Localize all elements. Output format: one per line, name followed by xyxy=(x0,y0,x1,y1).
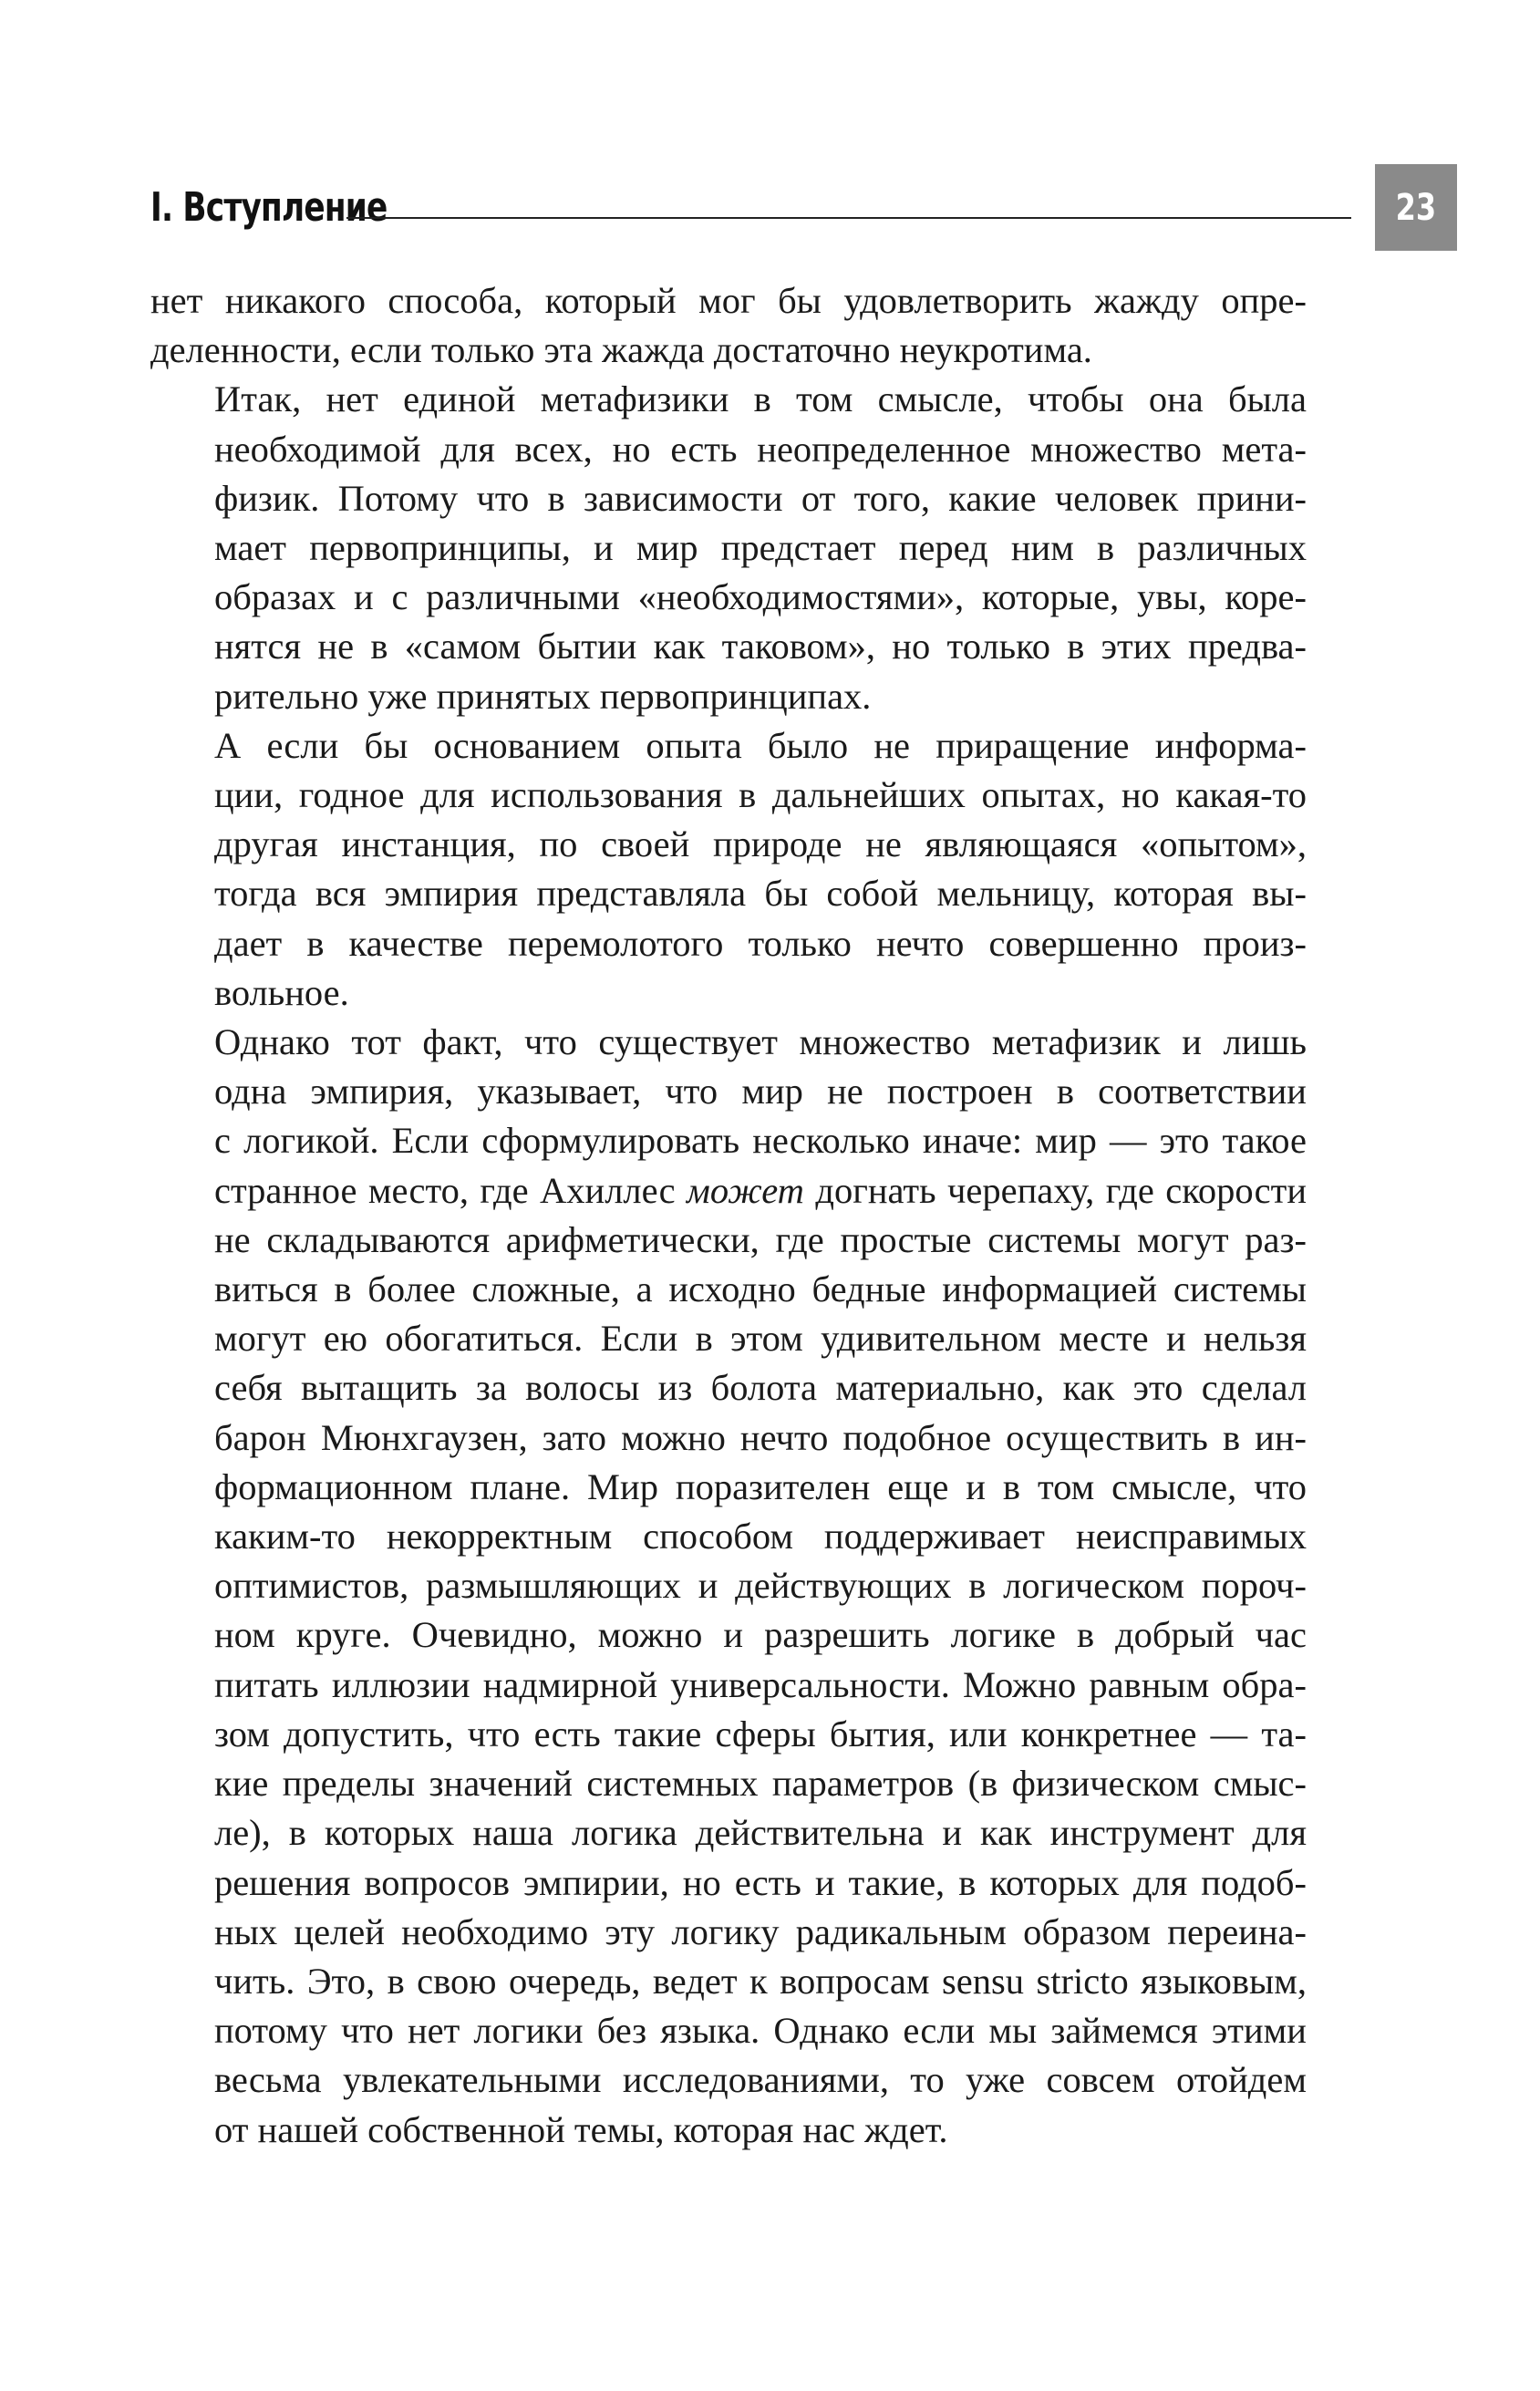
text-line: необходимой для всех, но есть неопределенное множество мета- xyxy=(214,428,1307,470)
paragraph xyxy=(150,276,1307,375)
text-line: с логикой. Если сформулировать несколько иначе: мир — это такое xyxy=(214,1120,1307,1162)
text-line: не складываются арифметически, где простые системы могут раз- xyxy=(214,1218,1307,1260)
text-line: ции, годное для использования в дальнейших опытах, но какая-то xyxy=(214,774,1307,816)
text-line: оптимистов, размышляющих и действующих в логическом пороч- xyxy=(214,1565,1307,1607)
header-rule xyxy=(346,217,1351,219)
body-text xyxy=(150,276,1307,2155)
text-line: нет никакого способа, который мог бы удовлетворить жажду опре- xyxy=(150,280,1307,321)
text-line: формационном плане. Мир поразителен еще и в том смысле, что xyxy=(214,1465,1307,1507)
text-line: от нашей собственной темы, которая нас ждет. xyxy=(214,2108,948,2150)
text-line: Итак, нет единой метафизики в том смысле, чтобы она была xyxy=(214,378,1307,420)
text-line: нятся не в «самом бытии как таковом», но только в этих предва- xyxy=(214,626,1307,668)
text-line: решения вопросов эмпирии, но есть и такие, в которых для подоб- xyxy=(214,1861,1307,1903)
text-line: барон Мюнхгаузен, зато можно нечто подобное осуществить в ин- xyxy=(214,1416,1307,1458)
text-line: другая инстанция, по своей природе не являющаяся «опытом», xyxy=(214,823,1307,865)
paragraph xyxy=(150,721,1307,1018)
text-line: деленности, если только эта жажда достаточно неукротима. xyxy=(150,329,1092,371)
page-number-box xyxy=(1375,164,1457,251)
text-line: каким-то некорректным способом поддерживает неисправимых xyxy=(214,1516,1307,1558)
text-line: кие пределы значений системных параметров (в физическом смыс- xyxy=(214,1763,1307,1805)
paragraph xyxy=(150,375,1307,720)
text-line: рительно уже принятых первопринципах. xyxy=(214,675,872,717)
text-line: ном круге. Очевидно, можно и разрешить логике в добрый час xyxy=(214,1614,1307,1656)
text-line: ле), в которых наша логика действительна и как инструмент для xyxy=(214,1812,1307,1854)
text-line: весьма увлекательными исследованиями, то уже совсем отойдем xyxy=(214,2059,1307,2101)
text-line: странное место, где Ахиллес может догнать черепаху, где скорости xyxy=(214,1169,1307,1211)
text-line: себя вытащить за волосы из болота материально, как это сделал xyxy=(214,1367,1307,1409)
page-number: 23 xyxy=(1395,186,1437,229)
text-line: могут ею обогатиться. Если в этом удивительном месте и нельзя xyxy=(214,1318,1307,1360)
text-line: Однако тот факт, что существует множество метафизик и лишь xyxy=(214,1021,1307,1063)
text-line: тогда вся эмпирия представляла бы собой мельницу, которая вы- xyxy=(214,873,1307,915)
text-line: мает первопринципы, и мир предстает перед ним в различных xyxy=(214,527,1307,569)
text-line: А если бы основанием опыта было не приращение информа- xyxy=(214,724,1307,766)
text-line: вольное. xyxy=(214,971,349,1013)
text-line: чить. Это, в свою очередь, ведет к вопросам sensu stricto языковым, xyxy=(214,1960,1307,2002)
text-line: зом допустить, что есть такие сферы бытия, или конкретнее — та- xyxy=(214,1713,1307,1754)
running-head xyxy=(150,164,1437,251)
text-line: питать иллюзии надмирной универсальности. Можно равным обра- xyxy=(214,1663,1307,1705)
italic-emphasis: может xyxy=(687,1169,804,1211)
text-line: потому что нет логики без языка. Однако если мы займемся этими xyxy=(214,2010,1307,2052)
text-line: одна эмпирия, указывает, что мир не построен в соответствии xyxy=(214,1071,1307,1113)
paragraph xyxy=(150,1018,1307,2155)
text-line: ных целей необходимо эту логику радикальным образом переина- xyxy=(214,1910,1307,1952)
text-line: дает в качестве перемолотого только нечто совершенно произ- xyxy=(214,922,1307,964)
text-line: физик. Потому что в зависимости от того, какие человек прини- xyxy=(214,477,1307,519)
chapter-title: I. Вступление xyxy=(150,184,388,231)
text-line: виться в более сложные, а исходно бедные информацией системы xyxy=(214,1268,1307,1310)
text-line: образах и с различными «необходимостями», которые, увы, коре- xyxy=(214,576,1307,618)
